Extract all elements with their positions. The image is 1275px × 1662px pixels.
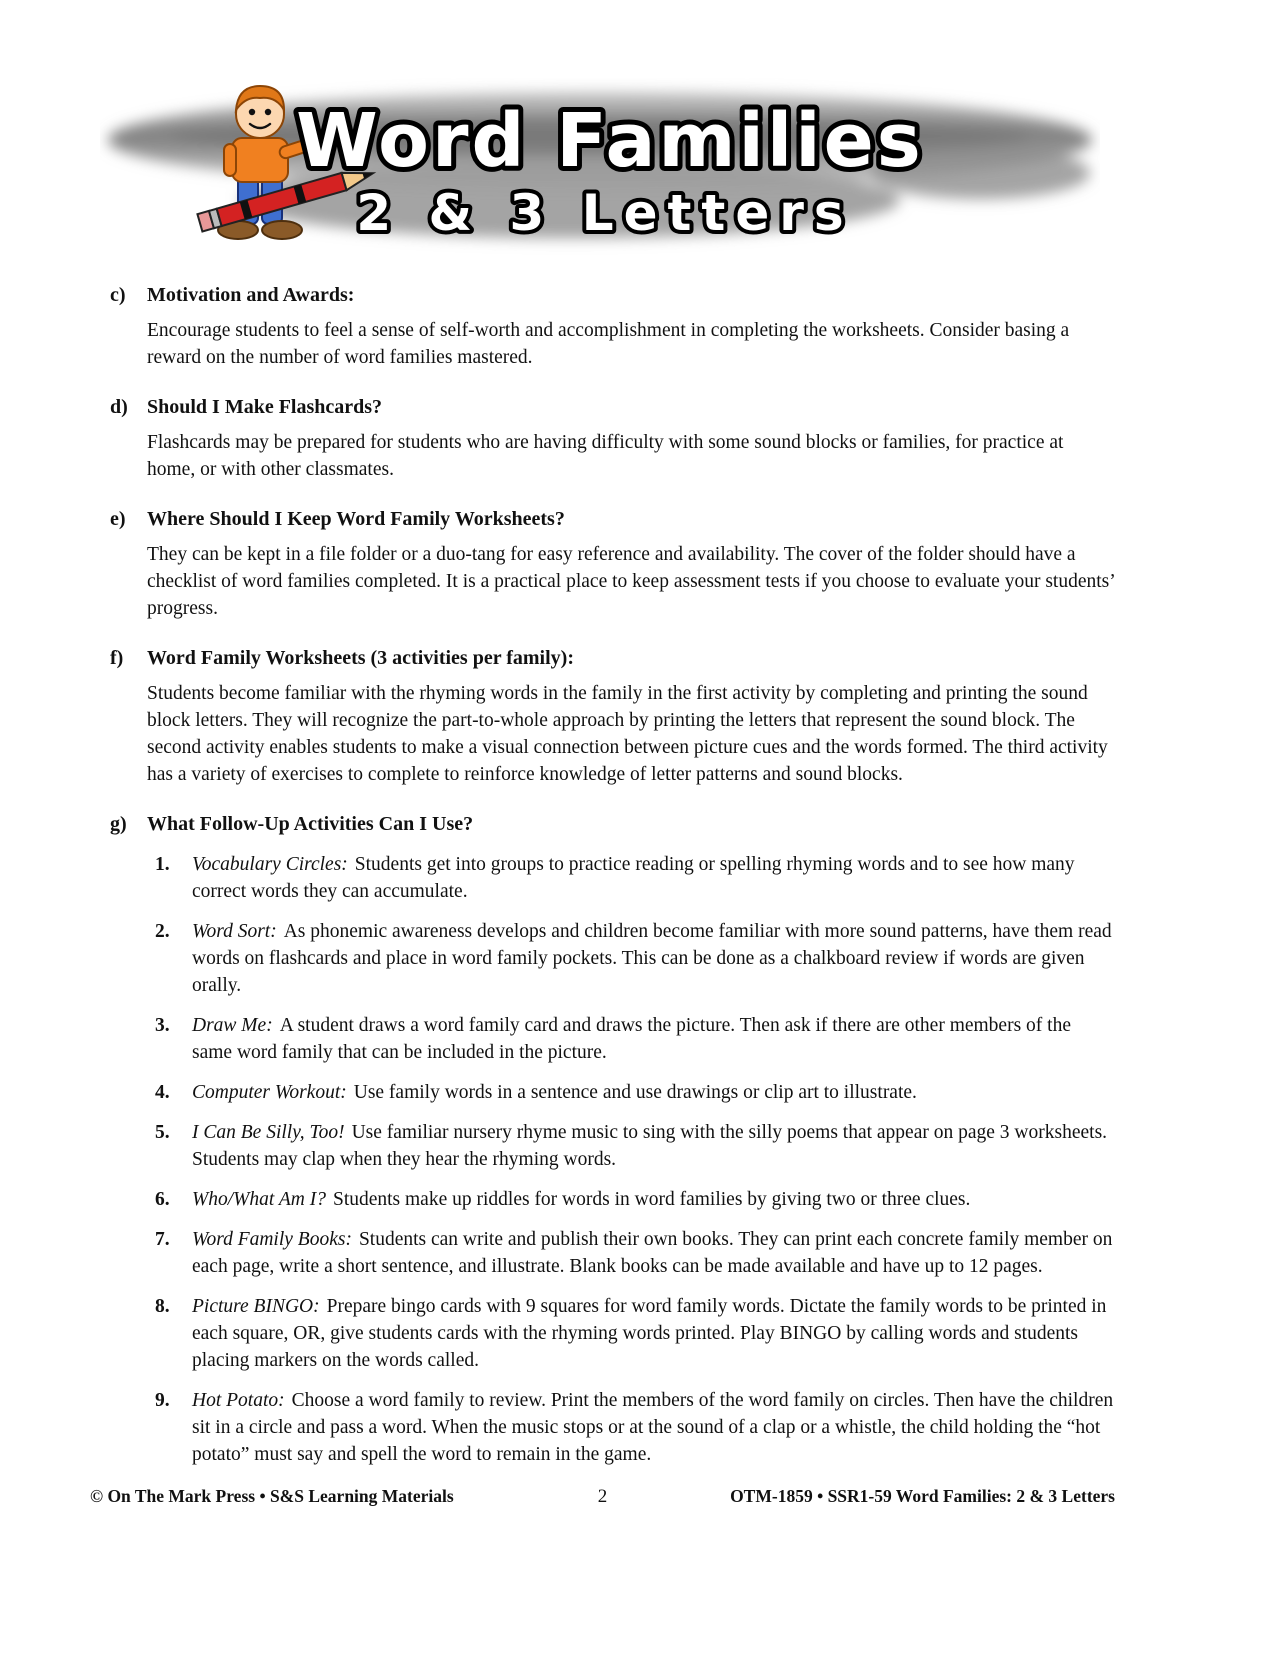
list-item-body: Prepare bingo cards with 9 squares for word family words. Dictate the family words to be printed in each square, OR, give students cards with the rhyming words printed. Play BINGO by calling words and students placing markers on the words called. — [192, 1296, 1107, 1371]
list-item-text — [192, 1186, 1115, 1213]
footer-copyright: © On The Mark Press • S&S Learning Materials — [90, 1486, 454, 1506]
list-item-lead: Word Sort: — [192, 921, 277, 942]
section-letter: f) — [110, 647, 124, 669]
list-item — [155, 1012, 1115, 1066]
list-item-text — [192, 1079, 1115, 1106]
section-flashcards — [110, 394, 1115, 483]
section-letter: g) — [110, 813, 127, 835]
page-header — [0, 0, 1275, 268]
list-item-lead: Who/What Am I? — [192, 1189, 326, 1210]
section-paragraph: Flashcards may be prepared for students who are having difficulty with some sound blocks or families, for practice at home, or with other classmates. — [147, 432, 1064, 480]
list-item — [155, 1079, 1115, 1106]
list-item — [155, 918, 1115, 999]
header-art — [100, 78, 1100, 268]
section-heading-text: What Follow-Up Activities Can I Use? — [147, 813, 474, 835]
section-heading — [110, 282, 1115, 308]
list-item-number: 2. — [155, 921, 170, 942]
list-item-text — [192, 1293, 1115, 1374]
section-letter: c) — [110, 284, 126, 306]
section-heading-text: Where Should I Keep Word Family Worksheets? — [147, 508, 565, 530]
list-item — [155, 1387, 1115, 1468]
followup-list — [110, 851, 1115, 1468]
section-heading-text: Motivation and Awards: — [147, 284, 355, 306]
list-item-number: 6. — [155, 1189, 170, 1210]
page-footer — [0, 1486, 1275, 1508]
section-heading-text: Should I Make Flashcards? — [147, 396, 383, 418]
footer-doc-code: OTM-1859 • SSR1-59 Word Families: 2 & 3 Letters — [730, 1486, 1115, 1506]
list-item-body: Students can write and publish their own books. They can print each concrete family member on each page, write a short sentence, and illustrate. Blank books can be made available and have up to 12 pages. — [192, 1229, 1113, 1277]
section-keep-worksheets — [110, 506, 1115, 622]
list-item-lead: Word Family Books: — [192, 1229, 352, 1250]
list-item-text — [192, 1012, 1115, 1066]
section-heading — [110, 506, 1115, 532]
list-item-lead: I Can Be Silly, Too! — [192, 1122, 345, 1143]
list-item-lead: Computer Workout: — [192, 1082, 347, 1103]
list-item-lead: Vocabulary Circles: — [192, 854, 348, 875]
section-worksheets — [110, 645, 1115, 788]
list-item-number: 5. — [155, 1122, 170, 1143]
list-item-body: Choose a word family to review. Print the members of the word family on circles. Then have the children sit in a circle and pass a word. When the music stops or at the sound of a clap or a whistle, the child holding the “hot potato” must say and spell the word to remain in the game. — [192, 1390, 1114, 1465]
section-letter: d) — [110, 396, 128, 418]
header-subtitle: 2 & 3 Letters — [356, 184, 854, 242]
list-item-body: Students get into groups to practice reading or spelling rhyming words and to see how many correct words they can accumulate. — [192, 854, 1075, 902]
page-content — [0, 268, 1275, 1468]
list-item-text — [192, 1119, 1115, 1173]
list-item-number: 3. — [155, 1015, 170, 1036]
list-item-text — [192, 1387, 1115, 1468]
list-item-lead: Draw Me: — [192, 1015, 273, 1036]
header-title: Word Families — [296, 98, 924, 184]
section-heading — [110, 811, 1115, 837]
list-item-lead: Hot Potato: — [192, 1390, 285, 1411]
list-item — [155, 1186, 1115, 1213]
section-heading — [110, 394, 1115, 420]
section-letter: e) — [110, 508, 126, 530]
section-heading — [110, 645, 1115, 671]
section-paragraph: They can be kept in a file folder or a duo-tang for easy reference and availability. The cover of the folder should have a checklist of word families completed. It is a practical place to keep assessment tests if you choose to evaluate your students’ progress. — [147, 544, 1115, 619]
list-item-text — [192, 918, 1115, 999]
list-item-number: 8. — [155, 1296, 170, 1317]
list-item-body: Students make up riddles for words in word families by giving two or three clues. — [332, 1189, 971, 1210]
list-item — [155, 1226, 1115, 1280]
section-paragraph: Encourage students to feel a sense of self-worth and accomplishment in completing the worksheets. Consider basing a reward on the number of word families mastered. — [147, 320, 1070, 368]
list-item-lead: Picture BINGO: — [192, 1296, 320, 1317]
list-item-number: 7. — [155, 1229, 170, 1250]
list-item — [155, 1293, 1115, 1374]
list-item-body: A student draws a word family card and draws the picture. Then ask if there are other members of the same word family that can be included in the picture. — [192, 1015, 1071, 1063]
list-item-text — [192, 851, 1115, 905]
list-item-number: 9. — [155, 1390, 170, 1411]
list-item — [155, 1119, 1115, 1173]
list-item — [155, 851, 1115, 905]
section-followup-activities — [110, 811, 1115, 1468]
list-item-number: 4. — [155, 1082, 170, 1103]
list-item-number: 1. — [155, 854, 170, 875]
list-item-text — [192, 1226, 1115, 1280]
list-item-body: As phonemic awareness develops and children become familiar with more sound patterns, have them read words on flashcards and place in word family pockets. This can be done as a chalkboard review if words are given orally. — [192, 921, 1112, 996]
list-item-body: Use familiar nursery rhyme music to sing with the silly poems that appear on page 3 worksheets. Students may clap when they hear the rhyming words. — [192, 1122, 1108, 1170]
section-motivation — [110, 282, 1115, 371]
section-heading-text: Word Family Worksheets (3 activities per family): — [147, 647, 574, 669]
list-item-body: Use family words in a sentence and use drawings or clip art to illustrate. — [353, 1082, 917, 1103]
footer-page-number: 2 — [597, 1486, 608, 1507]
section-paragraph: Students become familiar with the rhyming words in the family in the first activity by completing and printing the sound block letters. They will recognize the part-to-whole approach by printing the letters that represent the sound block. The second activity enables students to make a visual connection between picture cues and the words formed. The third activity has a variety of exercises to complete to reinforce knowledge of letter patterns and sound blocks. — [147, 683, 1108, 785]
